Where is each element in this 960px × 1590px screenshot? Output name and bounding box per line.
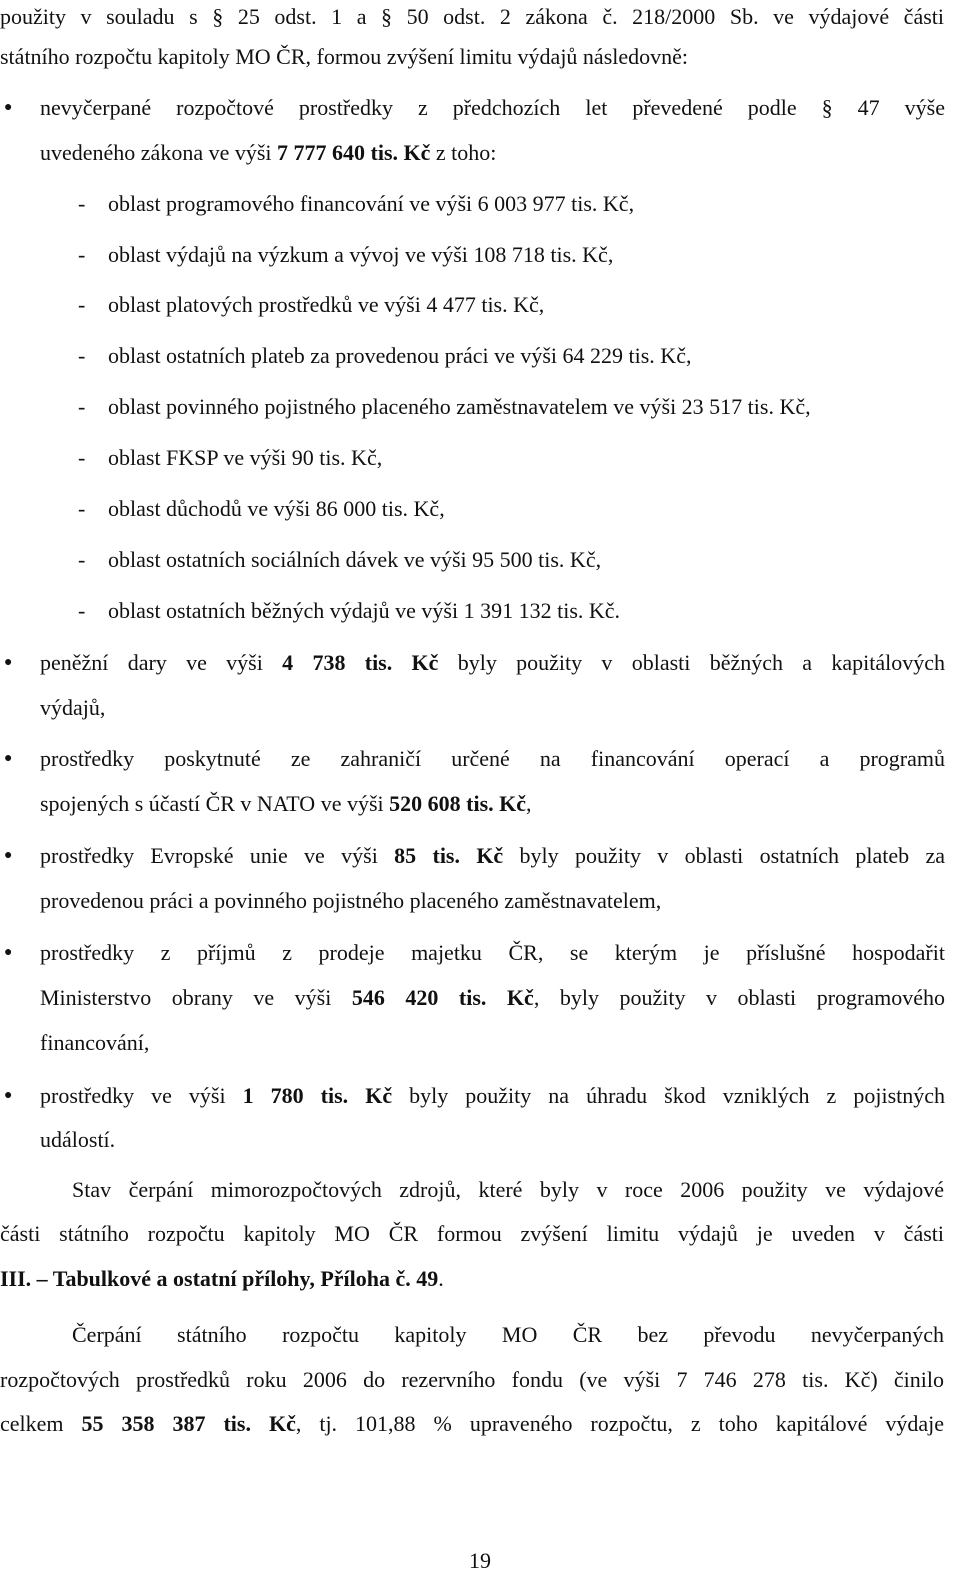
paragraph-line: části státního rozpočtu kapitoly MO ČR formou zvýšení limitu výdajů je uveden v části (0, 1221, 944, 1246)
bullet-line: událostí. (40, 1127, 116, 1152)
bullet-line: uvedeného zákona ve výši 7 777 640 tis. Kč z toho: (40, 140, 497, 165)
list-item: oblast programového financování ve výši 6 003 977 tis. Kč, (108, 191, 635, 216)
paragraph-line: Čerpání státního rozpočtu kapitoly MO ČR bez převodu nevyčerpaných (72, 1322, 944, 1347)
bullet-icon: ● (4, 945, 13, 960)
bullet-icon: ● (4, 655, 13, 670)
paragraph-line: celkem 55 358 387 tis. Kč, tj. 101,88 % upraveného rozpočtu, z toho kapitálové výdaje (0, 1411, 944, 1436)
dash-marker: - (78, 191, 86, 216)
list-item: oblast povinného pojistného placeného zaměstnavatelem ve výši 23 517 tis. Kč, (108, 394, 811, 419)
paragraph-line: III. – Tabulkové a ostatní přílohy, Příloha č. 49. (0, 1266, 444, 1291)
dash-marker: - (78, 547, 86, 572)
bullet-icon: ● (4, 1088, 13, 1103)
paragraph-line: státního rozpočtu kapitoly MO ČR, formou zvýšení limitu výdajů následovně: (0, 44, 689, 69)
paragraph-line: Stav čerpání mimorozpočtových zdrojů, které byly v roce 2006 použity ve výdajové (72, 1177, 944, 1202)
list-item: oblast důchodů ve výši 86 000 tis. Kč, (108, 496, 445, 521)
bullet-line: provedenou práci a povinného pojistného placeného zaměstnavatelem, (40, 888, 662, 913)
dash-marker: - (78, 292, 86, 317)
dash-marker: - (78, 598, 86, 623)
bullet-icon: ● (4, 751, 13, 766)
dash-marker: - (78, 496, 86, 521)
bullet-line: peněžní dary ve výši 4 738 tis. Kč byly použity v oblasti běžných a kapitálových (40, 650, 945, 675)
list-item: oblast FKSP ve výši 90 tis. Kč, (108, 445, 383, 470)
dash-marker: - (78, 343, 86, 368)
bullet-line: prostředky z příjmů z prodeje majetku ČR, se kterým je příslušné hospodařit (40, 940, 945, 965)
page-number: 19 (469, 1548, 491, 1573)
paragraph-line: použity v souladu s § 25 odst. 1 a § 50 odst. 2 zákona č. 218/2000 Sb. ve výdajové části (0, 4, 944, 29)
dash-marker: - (78, 445, 86, 470)
bullet-line: prostředky ve výši 1 780 tis. Kč byly použity na úhradu škod vzniklých z pojistných (40, 1083, 946, 1108)
list-item: oblast ostatních plateb za provedenou práci ve výši 64 229 tis. Kč, (108, 343, 692, 368)
dash-marker: - (78, 242, 86, 267)
bullet-line: výdajů, (40, 695, 106, 720)
list-item: oblast výdajů na výzkum a vývoj ve výši 108 718 tis. Kč, (108, 242, 614, 267)
list-item: oblast platových prostředků ve výši 4 477 tis. Kč, (108, 292, 545, 317)
paragraph-line: rozpočtových prostředků roku 2006 do rezervního fondu (ve výši 7 746 278 tis. Kč) činilo (0, 1367, 944, 1392)
dash-marker: - (78, 394, 86, 419)
bullet-line: nevyčerpané rozpočtové prostředky z předchozích let převedené podle § 47 výše (40, 95, 945, 120)
bullet-line: prostředky poskytnuté ze zahraničí určené na financování operací a programů (40, 746, 945, 771)
bullet-icon: ● (4, 100, 13, 115)
bullet-line: spojených s účastí ČR v NATO ve výši 520 608 tis. Kč, (40, 791, 532, 816)
bullet-line: financování, (40, 1030, 150, 1055)
list-item: oblast ostatních sociálních dávek ve výši 95 500 tis. Kč, (108, 547, 602, 572)
list-item: oblast ostatních běžných výdajů ve výši 1 391 132 tis. Kč. (108, 598, 621, 623)
bullet-line: Ministerstvo obrany ve výši 546 420 tis. Kč, byly použity v oblasti programového (40, 985, 945, 1010)
bullet-icon: ● (4, 848, 13, 863)
bullet-line: prostředky Evropské unie ve výši 85 tis. Kč byly použity v oblasti ostatních plateb za (40, 843, 945, 868)
